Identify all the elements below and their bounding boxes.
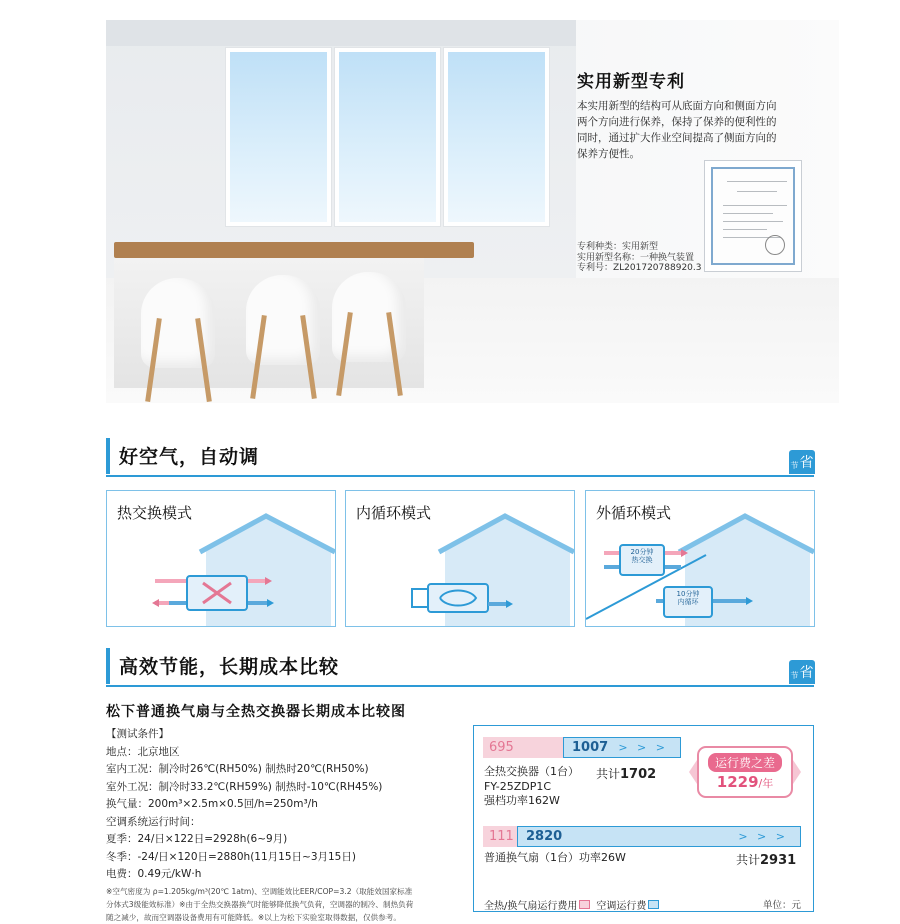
mode-card-inner-circulation [345, 490, 575, 627]
window-pane [226, 48, 331, 226]
normal-fan-spec: 普通换气扇（1台）功率26W [484, 851, 626, 864]
mode-title: 外循环模式 [596, 504, 672, 522]
cost-bar-heat-exchanger [483, 737, 681, 758]
mode-card-heat-exchange [106, 490, 336, 627]
patent-title: 实用新型专利 [577, 72, 685, 92]
section-header-cost [106, 648, 814, 686]
section-accent-bar [106, 648, 110, 684]
room-ceiling [106, 20, 576, 46]
outer-circulation-diagram [586, 491, 815, 627]
ac-cost-segment: 1007 > > > [563, 737, 681, 758]
unit-label: 单位：元 [763, 900, 802, 911]
heat-exchanger-total: 共计1702 [596, 767, 657, 782]
mode-title: 内循环模式 [356, 504, 432, 522]
normal-fan-total: 共计2931 [736, 853, 797, 868]
ventilator-unit [428, 584, 488, 612]
patent-description: 本实用新型的结构可从底面方向和侧面方向 两个方向进行保养，保持了保养的便利性的 同时，通过扩大作业空间提高了侧面方向的 保养方便性。 [577, 100, 777, 160]
section-divider [106, 475, 814, 477]
section-divider [106, 685, 814, 687]
inner-circulation-diagram [346, 491, 575, 627]
label-20min-heat-exchange: 20分钟 热交换 [630, 548, 654, 564]
mode-card-outer-circulation [585, 490, 815, 627]
window-pane [335, 48, 440, 226]
difference-callout [689, 741, 801, 803]
comparison-title: 松下普通换气扇与全热交换器长期成本比较图 [106, 704, 406, 720]
arrow-icon [152, 599, 159, 607]
mode-title: 热交换模式 [117, 504, 193, 522]
test-conditions: 【测试条件】 地点：北京地区 室内工况：制冷时26℃(RH50%) 制热时20℃(RH50%) 室外工况：制冷时33.2℃(RH59%) 制热时-10℃(RH45%) 换气量：200m³×2.5m×0.5回/h=250m³/h 空调系统运行时间： 夏季：24/日×122日=2928h(6~9月) 冬季：-24/日×120日=2880h(11月15日~3月15日) 电费：0.49元/kW·h [106, 728, 383, 880]
legend-swatch-blue [648, 900, 659, 909]
heat-exchanger-spec: 全热交换器（1台） FY-25ZDP1C 强档功率162W [484, 765, 579, 807]
chart-legend: 全热/换气扇运行费用 空调运行费 [484, 897, 665, 912]
duct-stub [412, 589, 428, 607]
patent-meta: 专利种类：实用新型 实用新型名称：一种换气装置 专利号：ZL201720788920.3 [577, 242, 702, 273]
heat-exchange-diagram [107, 491, 336, 627]
cost-bar-normal-fan [483, 826, 801, 847]
ac-cost-segment: 2820 > > > [517, 826, 801, 847]
save-badge: 节 省 [789, 660, 815, 684]
section-header-air [106, 438, 814, 476]
footnotes: ※空气密度为 ρ=1.205kg/m³(20℃ 1atm)、空调能效比EER/COP=3.2（取能效国家标准 分体式3级能效标准）※由于全热交换器换气时能够降低换气负荷，空调器的制冷、制热负荷 随之减少，故而空调器设备费用有可能降低。※以上为松下实验室取得数据，仅供参考。 [106, 887, 414, 922]
difference-value: 1229/年 [716, 773, 774, 791]
window-pane [444, 48, 549, 226]
patent-certificate-image [704, 160, 802, 272]
kitchen-island [114, 242, 474, 258]
difference-label: 运行费之差 [708, 753, 782, 772]
section-accent-bar [106, 438, 110, 474]
seal-icon [765, 235, 785, 255]
save-badge: 节 省 [789, 450, 815, 474]
label-10min-inner-circulation: 10分钟 内循环 [676, 590, 700, 606]
section-title: 好空气，自动调 [119, 446, 260, 468]
fan-cost-segment: 111 [483, 826, 517, 847]
section-title: 高效节能，长期成本比较 [119, 656, 340, 678]
fan-cost-segment: 695 [483, 737, 563, 758]
legend-swatch-pink [579, 900, 590, 909]
